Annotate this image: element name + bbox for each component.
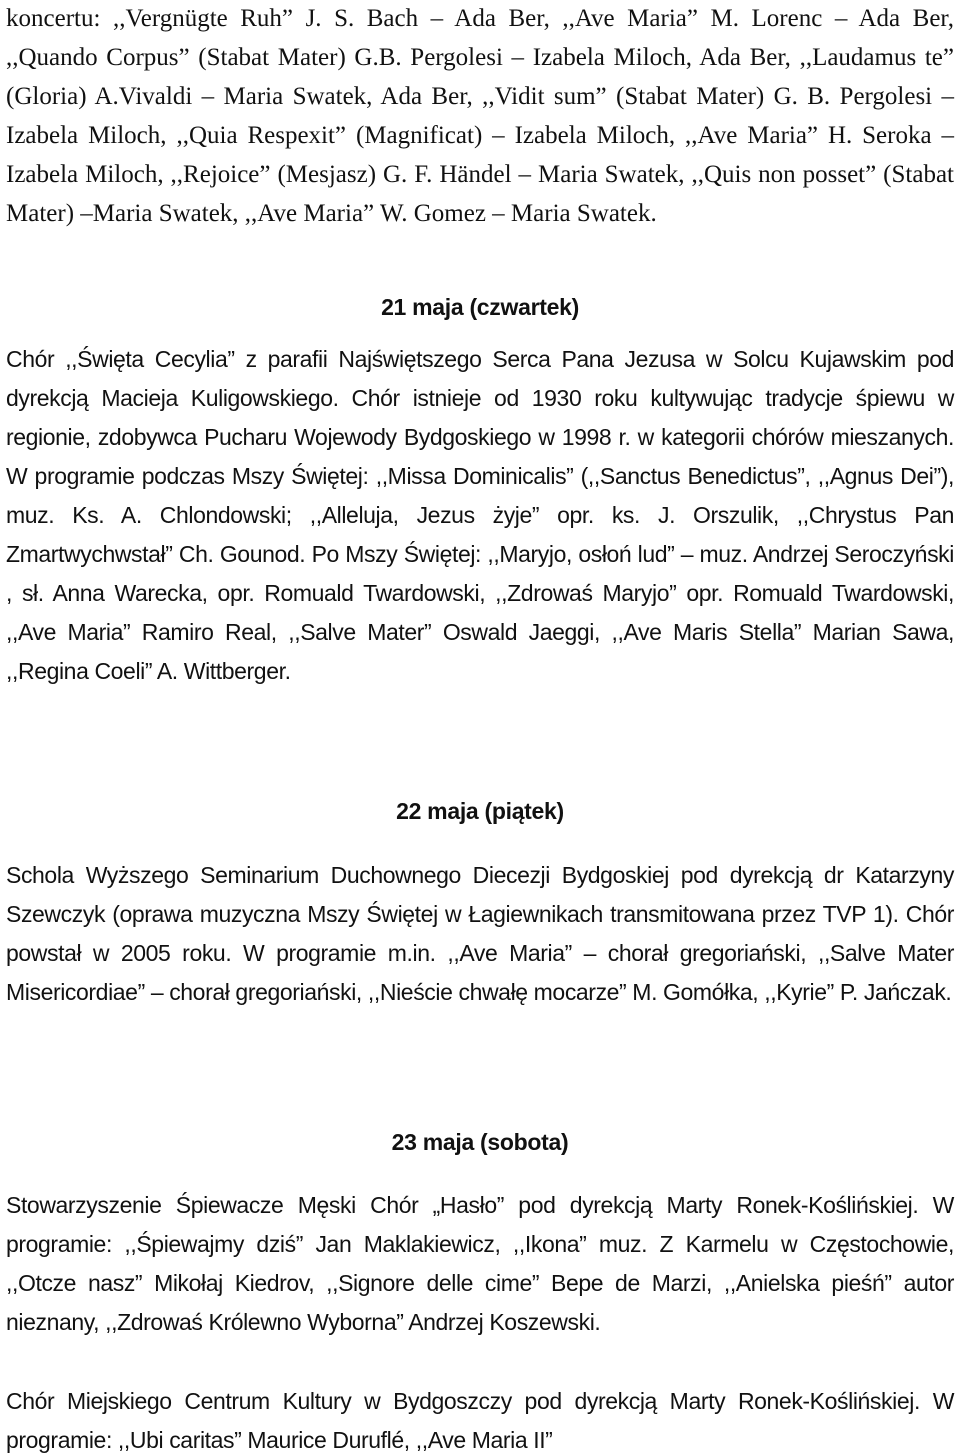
section-23-may-paragraph-2: Chór Miejskiego Centrum Kultury w Bydgoszczy pod dyrekcją Marty Ronek-Koślińskiej. W programie: ,,Ubi caritas” Maurice Duruflé, ,,Ave Maria II” [6, 1388, 954, 1453]
intro-paragraph: koncertu: ,,Vergnügte Ruh” J. S. Bach – Ada Ber, ,,Ave Maria” M. Lorenc – Ada Ber, ,,Quando Corpus” (Stabat Mater) G.B. Pergolesi – Izabela Miloch, Ada Ber, ,,Laudamus te” (Gloria) A.Vivaldi – Maria Swatek, Ada Ber, ,,Vidit sum” (Stabat Mater) G. B. Pergolesi – Izabela Miloch, ,,Quia Respexit” (Magnificat) – Izabela Miloch, ,,Ave Maria” H. Seroka – Izabela Miloch, ,,Rejoice” (Mesjasz) G. F. Händel – Maria Swatek, ,,Quis non posset” (Stabat Mater) –Maria Swatek, ,,Ave Maria” W. Gomez – Maria Swatek. [6, 5, 954, 227]
section-heading-21-may: 21 maja (czwartek) [381, 294, 579, 320]
section-21-may-paragraph: Chór ,,Święta Cecylia” z parafii Najświętszego Serca Pana Jezusa w Solcu Kujawskim pod dyrekcją Macieja Kuligowskiego. Chór istnieje od 1930 roku kultywując tradycje śpiewu w regionie, zdobywca Pucharu Wojewody Bydgoskiego w 1998 r. w kategorii chórów mieszanych. W programie podczas Mszy Świętej: ,,Missa Dominicalis” (,,Sanctus Benedictus”, ,,Agnus Dei”), muz. Ks. A. Chlondowski; ,,Alleluja, Jezus żyje” opr. ks. J. Orszulik, ,,Chrystus Pan Zmartwychwstał” Ch. Gounod. Po Mszy Świętej: ,,Maryjo, osłoń lud” – muz. Andrzej Seroczyński , sł. Anna Warecka, opr. Romuald Twardowski, ,,Zdrowaś Maryjo” opr. Romuald Twardowski, ,,Ave Maria” Ramiro Real, ,,Salve Mater” Oswald Jaeggi, ,,Ave Maris Stella” Marian Sawa, ,,Regina Coeli” A. Wittberger. [6, 346, 954, 684]
section-heading-23-may: 23 maja (sobota) [391, 1129, 569, 1155]
section-23-may-paragraph-1: Stowarzyszenie Śpiewacze Męski Chór „Hasło” pod dyrekcją Marty Ronek-Koślińskiej. W programie: ,,Śpiewajmy dziś” Jan Maklakiewicz, ,,Ikona” muz. Z Karmelu w Częstochowie, ,,Otcze nasz” Mikołaj Kiedrov, ,,Signore delle cime” Bepe de Marzi, ,,Anielska pieśń” autor nieznany, ,,Zdrowaś Królewno Wyborna” Andrzej Koszewski. [6, 1192, 954, 1335]
section-22-may-paragraph: Schola Wyższego Seminarium Duchownego Diecezji Bydgoskiej pod dyrekcją dr Katarzyny Szewczyk (oprawa muzyczna Mszy Świętej w Łagiewnikach transmitowana przez TVP 1). Chór powstał w 2005 roku. W programie m.in. ,,Ave Maria” – chorał gregoriański, ,,Salve Mater Misericordiae” – chorał gregoriański, ,,Nieście chwałę mocarze” M. Gomółka, ,,Kyrie” P. Jańczak. [6, 862, 954, 1005]
section-heading-22-may: 22 maja (piątek) [396, 798, 564, 824]
